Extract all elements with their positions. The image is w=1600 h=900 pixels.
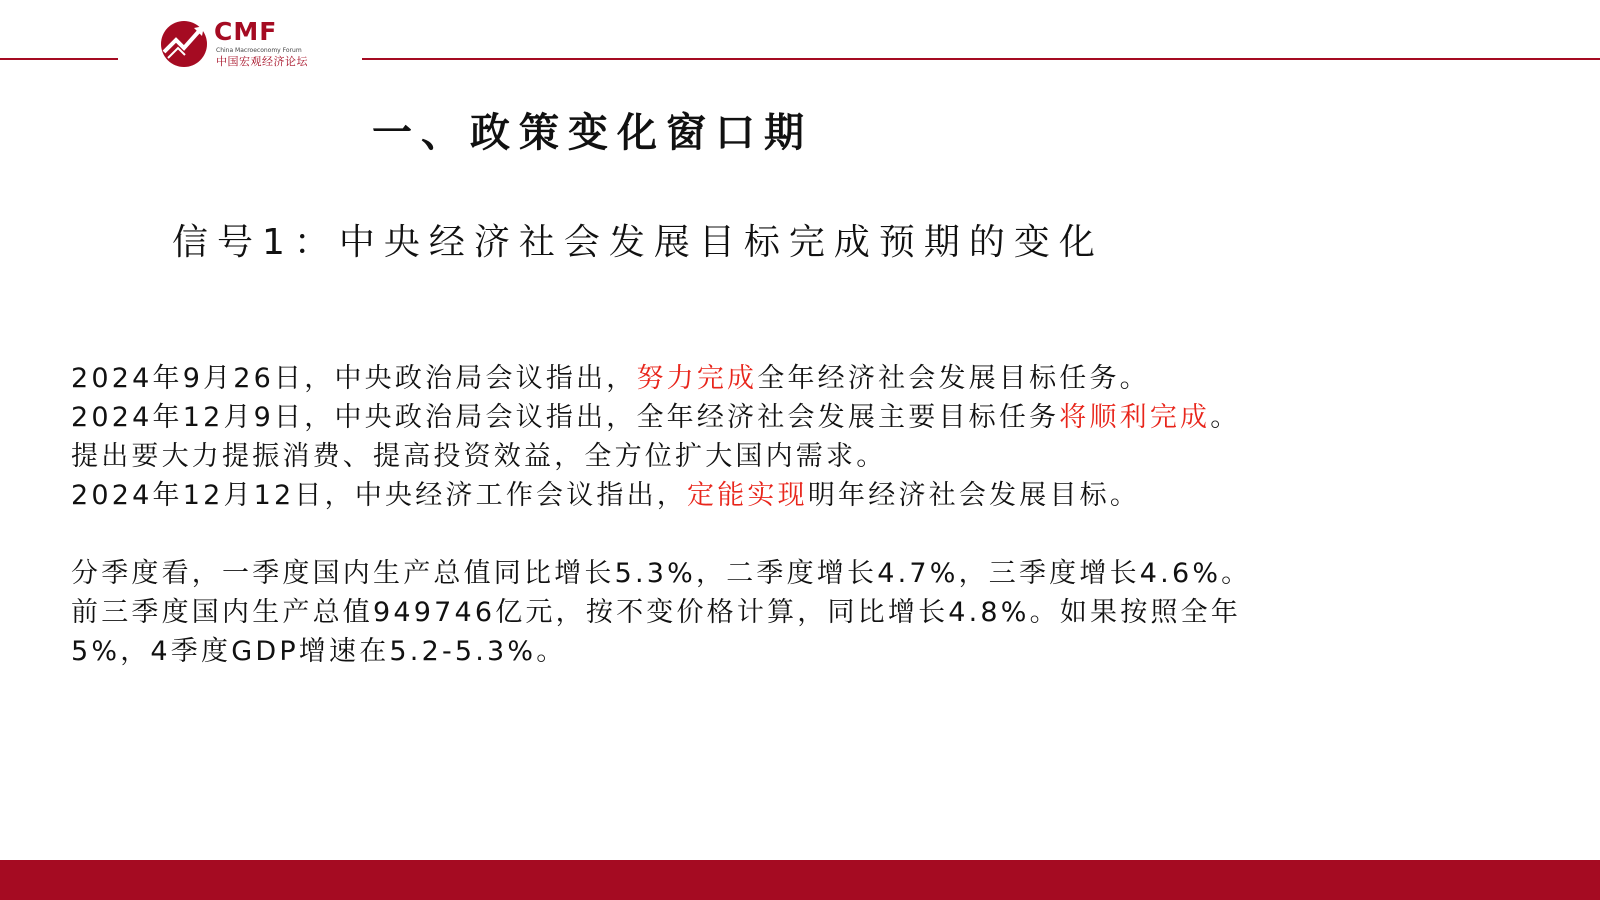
paragraph-1 [71, 359, 1150, 399]
cmf-logo-mark-icon [160, 18, 210, 68]
signal-title: 信号1：中央经济社会发展目标完成预期的变化 [172, 222, 1104, 263]
paragraph-5: 分季度看，一季度国内生产总值同比增长5.3%，二季度增长4.7%，三季度增长4.6%。 [71, 558, 1252, 589]
section-title: 一、政策变化窗口期 [372, 110, 813, 156]
paragraph-2-text-end: 。 [1210, 402, 1241, 433]
paragraph-3: 提出要大力提振消费、提高投资效益，全方位扩大国内需求。 [71, 441, 887, 472]
paragraph-2-text: 2024年12月9日，中央政治局会议指出，全年经济社会发展主要目标任务 [71, 402, 1060, 433]
paragraph-1-highlight: 努力完成 [636, 363, 758, 394]
logo-subtitle-cn: 中国宏观经济论坛 [216, 55, 308, 68]
paragraph-7: 5%，4季度GDP增速在5.2-5.3%。 [71, 636, 567, 667]
header-rule-right [362, 58, 1600, 60]
paragraph-1-text: 2024年9月26日，中央政治局会议指出， [71, 363, 637, 394]
paragraph-2 [71, 398, 1240, 438]
footer-bar [0, 860, 1600, 900]
logo-subtitle-en: China Macroeconomy Forum [216, 47, 302, 54]
paragraph-6: 前三季度国内生产总值949746亿元，按不变价格计算，同比增长4.8%。如果按照全年 [71, 597, 1242, 628]
paragraph-4-highlight: 定能实现 [687, 480, 808, 511]
paragraph-4-text-end: 明年经济社会发展目标。 [807, 480, 1141, 511]
header-rule-left [0, 58, 118, 60]
paragraph-2-highlight: 将顺利完成 [1059, 402, 1211, 433]
cmf-logo [160, 18, 350, 68]
paragraph-4-text: 2024年12月12日，中央经济工作会议指出， [71, 480, 688, 511]
paragraph-4 [71, 476, 1140, 516]
logo-text: CMF [214, 17, 278, 46]
paragraph-1-text-end: 全年经济社会发展目标任务。 [757, 363, 1150, 394]
